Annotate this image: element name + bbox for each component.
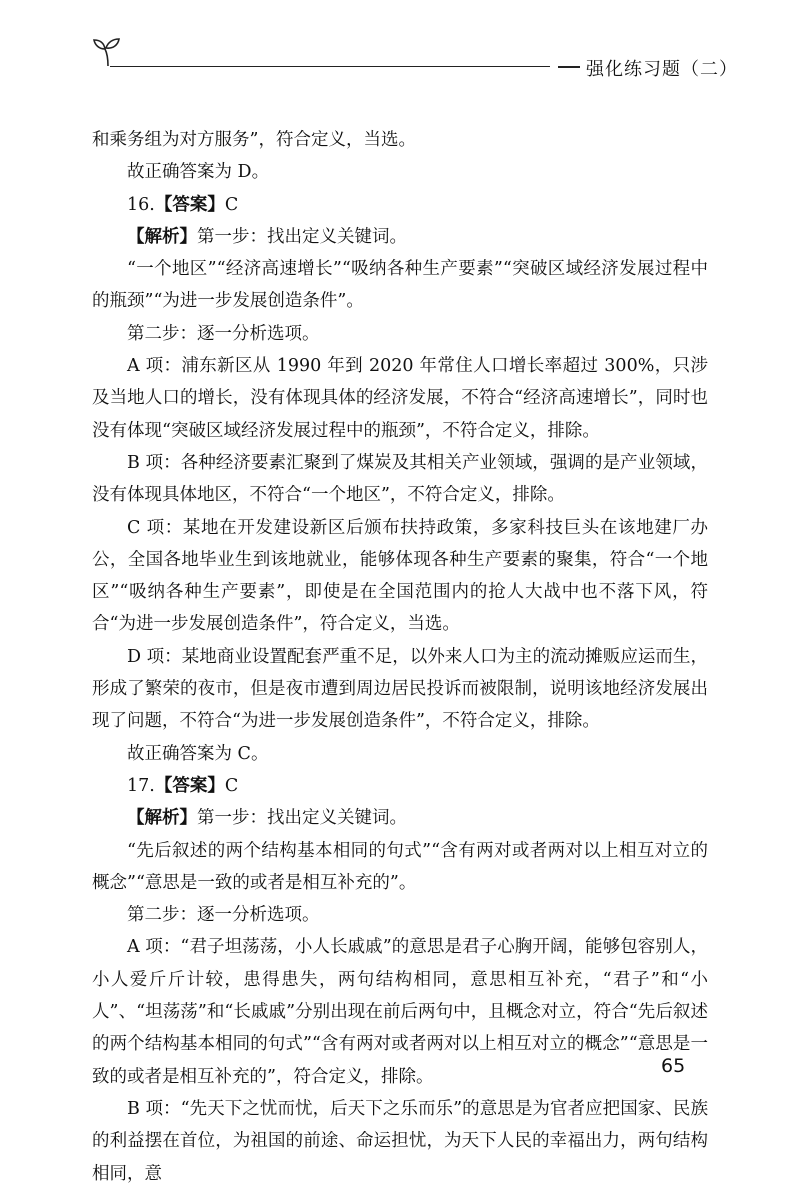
question-17-option-a: A 项：“君子坦荡荡，小人长戚戚”的意思是君子心胸开阔，能够包容别人，小人爱斤斤计较，患得患失，两句结构相同，意思相互补充，“君子”和“小人”、“坦荡荡”和“长戚戚”分别出现在前后两句中，且概念对立，符合“先后叙述的两个结构基本相同的句式”“含有两对或者两对以上相互对立的概念”“意思是一致的或者是相互补充的”，符合定义，排除。 — [92, 937, 708, 1087]
question-16-answer — [92, 189, 708, 221]
question-17-keywords: “先后叙述的两个结构基本相同的句式”“含有两对或者两对以上相互对立的概念”“意思是一致的或者是相互补充的”。 — [92, 840, 708, 893]
analysis-label: 【解析】 — [127, 808, 197, 829]
question-16-conclusion: 故正确答案为 C。 — [127, 743, 269, 764]
answer-value: C — [224, 194, 239, 215]
question-17-step2: 第二步：逐一分析选项。 — [127, 905, 320, 926]
answer-value: C — [224, 775, 239, 796]
question-16-option-b: B 项：各种经济要素汇聚到了煤炭及其相关产业领域，强调的是产业领域，没有体现具体地区，不符合“一个地区”，不符合定义，排除。 — [92, 452, 708, 506]
question-16-option-c: C 项：某地在开发建设新区后颁布扶持政策，多家科技巨头在该地建厂办公，全国各地毕业生到该地就业，能够体现各种生产要素的聚集，符合“一个地区”“吸纳各种生产要素”，即使是在全国范围内的抢人大战中也不落下风，符合“为进一步发展创造条件”，符合定义，当选。 — [92, 517, 708, 635]
header-title: 强化练习题（二） — [586, 59, 738, 80]
question-16-keywords: “一个地区”“经济高速增长”“吸纳各种生产要素”“突破区域经济发展过程中的瓶颈”“为进一步发展创造条件”。 — [92, 259, 708, 312]
header-rule — [110, 66, 550, 67]
page-content — [92, 124, 708, 1190]
text-line: 和乘务组为对方服务”，符合定义，当选。 — [92, 130, 416, 150]
text-line: 故正确答案为 D。 — [127, 162, 270, 183]
question-number: 16. — [127, 194, 155, 215]
question-16-option-d: D 项：某地商业设置配套严重不足，以外来人口为主的流动摊贩应运而生，形成了繁荣的夜市，但是夜市遭到周边居民投诉而被限制，说明该地经济发展出现了问题，不符合“为进一步发展创造条件”，不符合定义，排除。 — [92, 646, 708, 732]
page-header — [92, 36, 738, 80]
question-17-answer — [92, 770, 708, 802]
question-17-option-b: B 项：“先天下之忧而忧，后天下之乐而乐”的意思是为官者应把国家、民族的利益摆在首位，为祖国的前途、命运担忧，为天下人民的幸福出力，两句结构相同，意 — [92, 1098, 708, 1184]
question-number: 17. — [127, 775, 155, 796]
step-text: 第一步：找出定义关键词。 — [197, 808, 407, 829]
question-16-step1 — [92, 221, 708, 253]
answer-label: 【答案】 — [154, 194, 225, 215]
question-16-step2: 第二步：逐一分析选项。 — [127, 323, 320, 344]
analysis-label: 【解析】 — [127, 226, 197, 247]
answer-label: 【答案】 — [154, 775, 225, 796]
question-16-option-a: A 项：浦东新区从 1990 年到 2020 年常住人口增长率超过 300%，只涉及当地人口的增长，没有体现具体的经济发展，不符合“经济高速增长”，同时也没有体现“突破区域经济发展过程中的瓶颈”，不符合定义，排除。 — [92, 356, 708, 441]
header-dash — [558, 66, 580, 68]
sprout-icon — [92, 36, 126, 70]
question-17-step1 — [92, 802, 708, 834]
step-text: 第一步：找出定义关键词。 — [197, 226, 407, 247]
page-number: 65 — [661, 1055, 686, 1077]
